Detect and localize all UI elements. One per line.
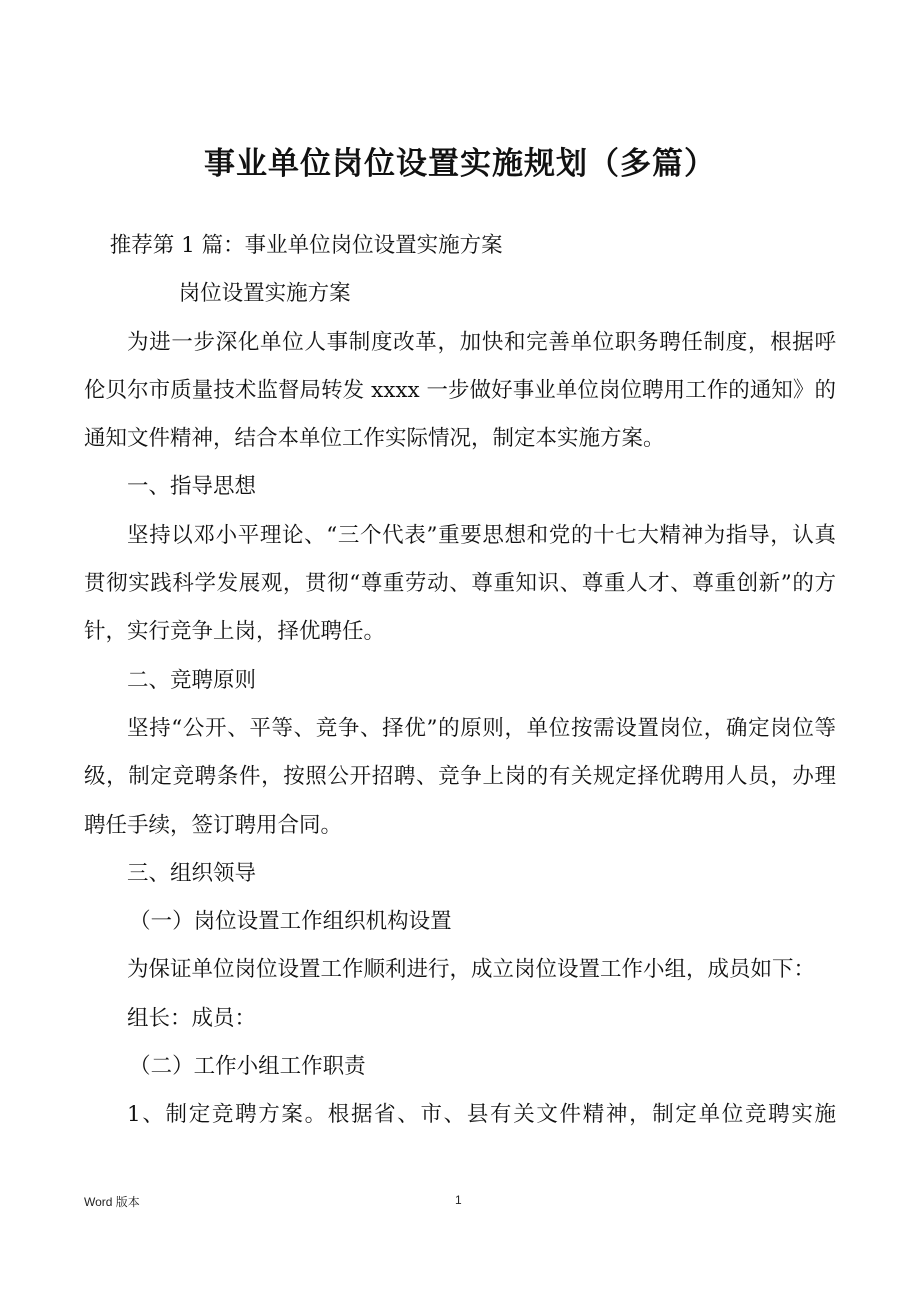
- paragraph-intro: 为进一步深化单位人事制度改革，加快和完善单位职务聘任制度，根据呼伦贝尔市质量技术监督局转发 xxxx 一步做好事业单位岗位聘用工作的通知》的通知文件精神，结合本单位工作实际情况，制定本实施方案。: [84, 329, 836, 452]
- paragraph-principles: 坚持“公开、平等、竞争、择优”的原则，单位按需设置岗位，确定岗位等级，制定竞聘条件，按照公开招聘、竞争上岗的有关规定择优聘用人员，办理聘任手续，签订聘用合同。: [84, 715, 836, 838]
- document-title: 事业单位岗位设置实施规划（多篇）: [204, 146, 716, 182]
- subheading-duties: （二）工作小组工作职责: [129, 1054, 366, 1080]
- heading-guiding-thought: 一、指导思想: [127, 474, 257, 500]
- section-subtitle: 岗位设置实施方案: [178, 281, 351, 307]
- heading-organization: 三、组织领导: [127, 860, 257, 886]
- footer-version-label: Word 版本: [84, 1195, 140, 1209]
- paragraph-members: 组长：成员：: [127, 1005, 257, 1031]
- paragraph-duty-1: 1、制定竞聘方案。根据省、市、县有关文件精神，制定单位竞聘实施: [127, 1102, 836, 1128]
- subheading-org-setup: （一）岗位设置工作组织机构设置: [129, 909, 452, 935]
- document-body: [84, 222, 836, 1140]
- footer-page-number: 1: [455, 1193, 462, 1207]
- paragraph-guiding-thought: 坚持以邓小平理论、“三个代表”重要思想和党的十七大精神为指导，认真贯彻实践科学发展观，贯彻“尊重劳动、尊重知识、尊重人才、尊重创新”的方针，实行竞争上岗，择优聘任。: [84, 522, 836, 645]
- recommend-heading: 推荐第 1 篇：事业单位岗位设置实施方案: [109, 233, 503, 258]
- paragraph-org-setup: 为保证单位岗位设置工作顺利进行，成立岗位设置工作小组，成员如下：: [127, 957, 816, 983]
- heading-principles: 二、竞聘原则: [127, 667, 257, 693]
